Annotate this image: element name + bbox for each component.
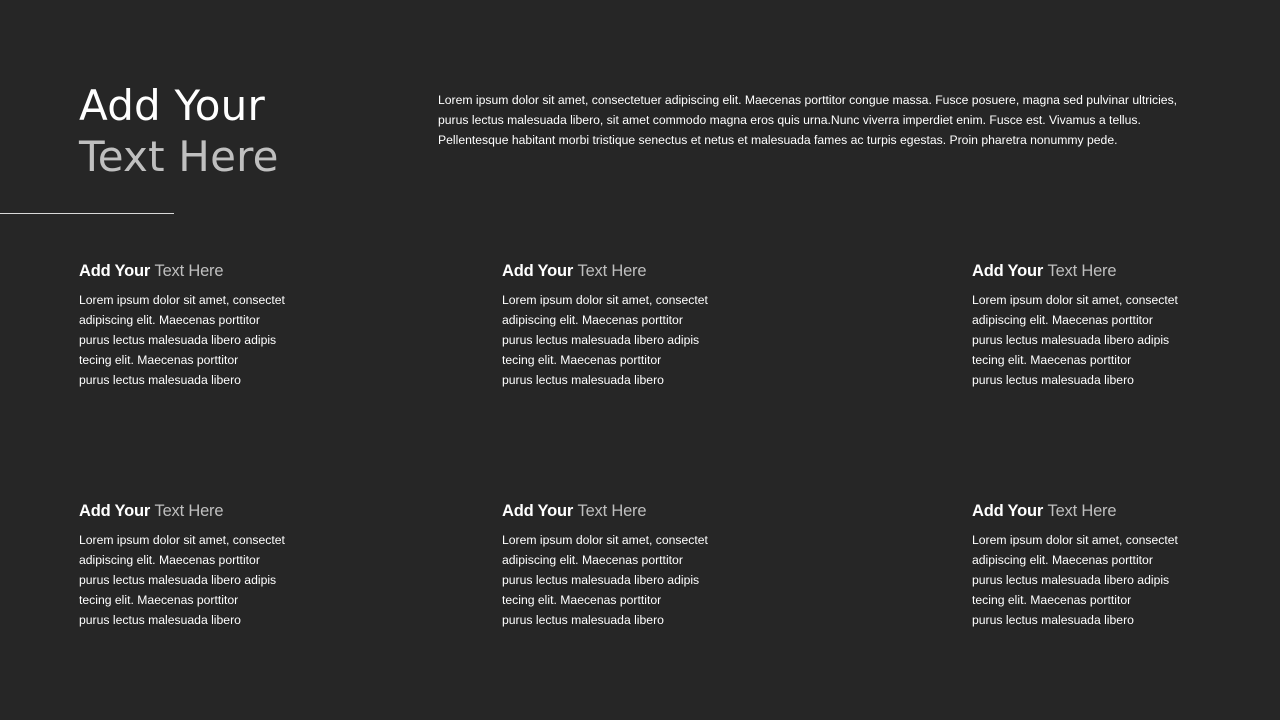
intro-paragraph: Lorem ipsum dolor sit amet, consectetuer adipiscing elit. Maecenas porttitor congue massa. Fusce posuere, magna sed pulvinar ultricies, purus lectus malesuada libero, sit amet commodo magna eros quis urna.Nunc viverra imperdiet enim. Fusce est. Vivamus a tellus. Pellentesque habitant morbi tristique senectus et netus et malesuada fames ac turpis egestas. Proin pharetra nonummy pede.: [438, 93, 1178, 147]
text-card-3: [972, 261, 1232, 390]
card-body-line: purus lectus malesuada libero adipis: [79, 333, 277, 347]
card-body-line: purus lectus malesuada libero adipis: [972, 573, 1170, 587]
card-body-line: adipiscing elit. Maecenas porttitor: [502, 313, 683, 327]
card-heading-primary: Add Your: [79, 502, 151, 520]
card-body-line: purus lectus malesuada libero adipis: [502, 573, 700, 587]
card-body-line: adipiscing elit. Maecenas porttitor: [79, 553, 260, 567]
card-body-line: purus lectus malesuada libero adipis: [972, 333, 1170, 347]
card-body-line: purus lectus malesuada libero: [79, 373, 241, 387]
card-body: [972, 290, 1232, 390]
card-body-line: adipiscing elit. Maecenas porttitor: [972, 313, 1153, 327]
card-heading: [972, 501, 1232, 521]
card-heading-primary: Add Your: [972, 262, 1044, 280]
card-heading: [502, 261, 762, 281]
card-body-line: purus lectus malesuada libero: [972, 613, 1134, 627]
card-body-line: tecing elit. Maecenas porttitor: [972, 353, 1132, 367]
card-body: [79, 530, 339, 630]
card-body-line: purus lectus malesuada libero: [972, 373, 1134, 387]
slide-title-line1: Add Your: [79, 81, 265, 130]
card-body-line: purus lectus malesuada libero: [502, 613, 664, 627]
card-body-line: tecing elit. Maecenas porttitor: [502, 353, 662, 367]
card-heading: [502, 501, 762, 521]
slide-title: [79, 80, 279, 182]
title-divider: [0, 213, 174, 214]
card-heading: [79, 501, 339, 521]
card-body-line: purus lectus malesuada libero adipis: [79, 573, 277, 587]
text-card-5: [502, 501, 762, 630]
card-body-line: adipiscing elit. Maecenas porttitor: [502, 553, 683, 567]
card-body-line: Lorem ipsum dolor sit amet, consectet: [502, 533, 708, 547]
card-heading-secondary: Text Here: [577, 502, 647, 520]
card-body-line: adipiscing elit. Maecenas porttitor: [79, 313, 260, 327]
card-body-line: adipiscing elit. Maecenas porttitor: [972, 553, 1153, 567]
text-card-4: [79, 501, 339, 630]
card-heading-primary: Add Your: [502, 502, 574, 520]
card-body-line: Lorem ipsum dolor sit amet, consectet: [79, 293, 285, 307]
card-body-line: tecing elit. Maecenas porttitor: [972, 593, 1132, 607]
card-heading-secondary: Text Here: [154, 502, 224, 520]
text-card-1: [79, 261, 339, 390]
card-heading-secondary: Text Here: [1047, 262, 1117, 280]
card-heading-secondary: Text Here: [154, 262, 224, 280]
card-body: [502, 530, 762, 630]
slide-title-line2: Text Here: [79, 132, 279, 181]
card-body-line: Lorem ipsum dolor sit amet, consectet: [502, 293, 708, 307]
card-heading-secondary: Text Here: [1047, 502, 1117, 520]
card-heading-secondary: Text Here: [577, 262, 647, 280]
card-body-line: purus lectus malesuada libero: [502, 373, 664, 387]
card-heading-primary: Add Your: [972, 502, 1044, 520]
card-body-line: purus lectus malesuada libero adipis: [502, 333, 700, 347]
card-body: [972, 530, 1232, 630]
card-body-line: Lorem ipsum dolor sit amet, consectet: [79, 533, 285, 547]
card-heading: [79, 261, 339, 281]
card-body: [79, 290, 339, 390]
text-card-2: [502, 261, 762, 390]
card-heading: [972, 261, 1232, 281]
card-body-line: tecing elit. Maecenas porttitor: [79, 593, 239, 607]
card-heading-primary: Add Your: [502, 262, 574, 280]
card-body: [502, 290, 762, 390]
text-card-6: [972, 501, 1232, 630]
card-body-line: purus lectus malesuada libero: [79, 613, 241, 627]
card-body-line: Lorem ipsum dolor sit amet, consectet: [972, 293, 1178, 307]
card-body-line: tecing elit. Maecenas porttitor: [79, 353, 239, 367]
card-body-line: Lorem ipsum dolor sit amet, consectet: [972, 533, 1178, 547]
card-body-line: tecing elit. Maecenas porttitor: [502, 593, 662, 607]
card-heading-primary: Add Your: [79, 262, 151, 280]
